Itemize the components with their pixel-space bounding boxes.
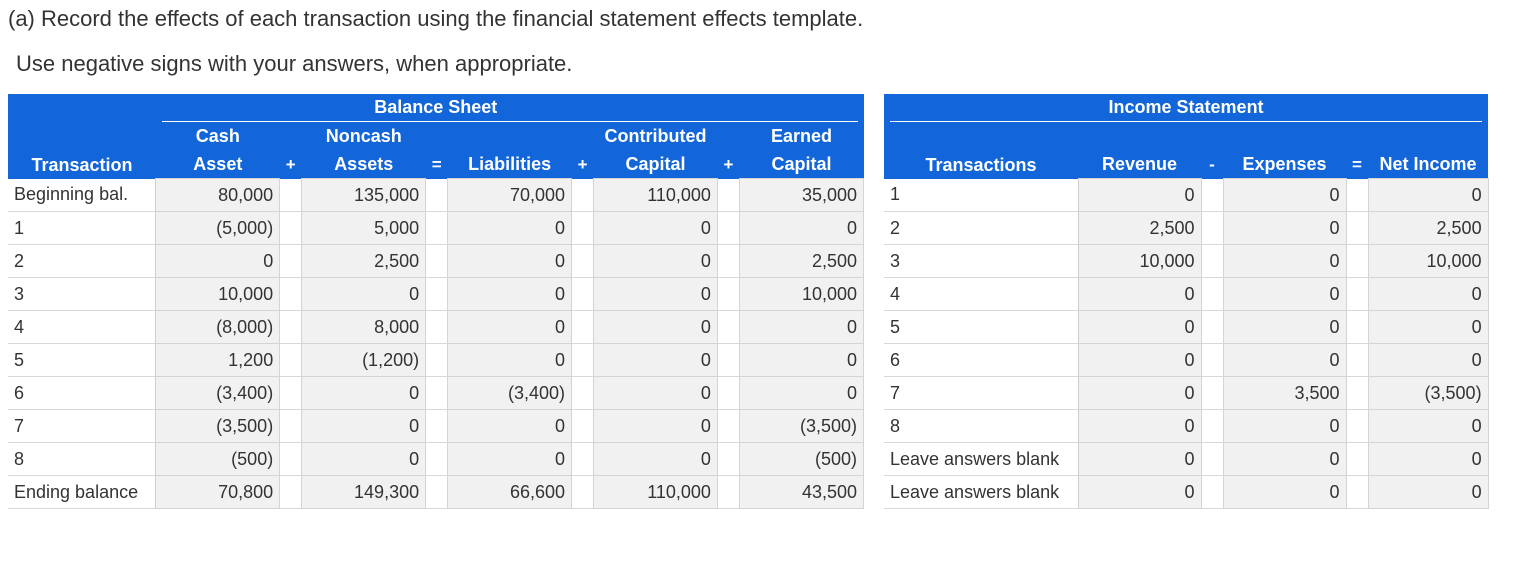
spacer [717,443,739,476]
table-row [884,377,1488,410]
col-header-cash-asset: Cash Asset [193,126,243,174]
cash-asset-field[interactable]: (8,000) [156,311,280,344]
row-label: 3 [884,245,1078,278]
col-header-net-income: Net Income [1379,154,1477,174]
spacer [280,278,302,311]
table-row [8,410,864,443]
revenue-field[interactable]: 0 [1078,443,1201,476]
row-label: Ending balance [8,476,156,509]
row-label: 6 [8,377,156,410]
earned-capital-field[interactable]: 0 [740,344,864,377]
table-row [884,476,1488,509]
contributed-capital-field[interactable]: 0 [594,212,718,245]
revenue-field[interactable]: 0 [1078,278,1201,311]
expenses-field[interactable]: 0 [1223,245,1346,278]
expenses-field[interactable]: 0 [1223,476,1346,509]
plus-operator: + [285,154,296,174]
table-row [884,179,1488,212]
earned-capital-field[interactable]: 10,000 [740,278,864,311]
revenue-field[interactable]: 0 [1078,476,1201,509]
spacer [572,344,594,377]
table-row [884,212,1488,245]
spacer [1201,344,1223,377]
row-label: 1 [884,179,1078,212]
noncash-assets-field[interactable]: 0 [302,278,426,311]
net-income-field[interactable]: 2,500 [1368,212,1488,245]
equals-operator: = [1352,154,1362,174]
spacer [426,311,448,344]
expenses-field[interactable]: 0 [1223,212,1346,245]
income-statement-header-row [884,122,1488,179]
liabilities-field[interactable]: 0 [448,212,572,245]
spacer [280,443,302,476]
net-income-field[interactable]: 0 [1368,311,1488,344]
cash-asset-field[interactable]: 0 [156,245,280,278]
row-label: 6 [884,344,1078,377]
col-header-transactions: Transactions [925,154,1037,175]
spacer [1201,443,1223,476]
liabilities-field[interactable]: 0 [448,245,572,278]
table-row [8,311,864,344]
contributed-capital-field[interactable]: 110,000 [594,476,718,509]
noncash-assets-field[interactable]: (1,200) [302,344,426,377]
noncash-assets-field[interactable]: 0 [302,443,426,476]
net-income-field[interactable]: 0 [1368,476,1488,509]
row-label: 2 [8,245,156,278]
col-header-transaction: Transaction [31,154,133,175]
spacer [572,377,594,410]
cash-asset-field[interactable]: (3,500) [156,410,280,443]
spacer [1346,245,1368,278]
liabilities-field[interactable]: 0 [448,410,572,443]
table-row [884,278,1488,311]
cash-asset-field[interactable]: (3,400) [156,377,280,410]
expenses-field[interactable]: 3,500 [1223,377,1346,410]
net-income-field[interactable]: 0 [1368,278,1488,311]
spacer [1346,443,1368,476]
net-income-field[interactable]: 0 [1368,344,1488,377]
spacer [717,179,739,212]
spacer [717,278,739,311]
earned-capital-field[interactable]: (3,500) [740,410,864,443]
net-income-field[interactable]: 0 [1368,410,1488,443]
row-label: 7 [884,377,1078,410]
table-row [884,245,1488,278]
spacer [1346,278,1368,311]
spacer [280,311,302,344]
liabilities-field[interactable]: 0 [448,278,572,311]
liabilities-field[interactable]: (3,400) [448,377,572,410]
plus-operator: + [577,154,588,174]
cash-asset-field[interactable]: (5,000) [156,212,280,245]
spacer [426,377,448,410]
spacer [426,344,448,377]
spacer [1346,179,1368,212]
liabilities-field[interactable]: 0 [448,344,572,377]
noncash-assets-field[interactable]: 2,500 [302,245,426,278]
contributed-capital-field[interactable]: 0 [594,410,718,443]
earned-capital-field[interactable]: 0 [740,311,864,344]
spacer [572,278,594,311]
noncash-assets-field[interactable]: 8,000 [302,311,426,344]
spacer [717,344,739,377]
expenses-field[interactable]: 0 [1223,443,1346,476]
revenue-field[interactable]: 2,500 [1078,212,1201,245]
spacer [1201,278,1223,311]
table-row [8,377,864,410]
col-header-expenses: Expenses [1242,154,1327,174]
instruction-note: Use negative signs with your answers, when appropriate. [16,51,573,76]
row-label: Leave answers blank [884,476,1078,509]
table-row [8,212,864,245]
expenses-field[interactable]: 0 [1223,278,1346,311]
row-label: 3 [8,278,156,311]
earned-capital-field[interactable]: 0 [740,212,864,245]
spacer [426,278,448,311]
earned-capital-field[interactable]: 43,500 [740,476,864,509]
spacer [717,410,739,443]
row-label: 7 [8,410,156,443]
net-income-field[interactable]: 0 [1368,179,1488,212]
contributed-capital-field[interactable]: 110,000 [594,179,718,212]
row-label: 5 [8,344,156,377]
income-statement-table [884,94,1489,509]
spacer [1346,344,1368,377]
minus-operator: - [1209,154,1215,174]
noncash-assets-field[interactable]: 149,300 [302,476,426,509]
earned-capital-field[interactable]: 35,000 [740,179,864,212]
row-label: 1 [8,212,156,245]
net-income-field[interactable]: 10,000 [1368,245,1488,278]
cash-asset-field[interactable]: 70,800 [156,476,280,509]
spacer [280,410,302,443]
spacer [1201,410,1223,443]
liabilities-field[interactable]: 66,600 [448,476,572,509]
spacer [426,410,448,443]
expenses-field[interactable]: 0 [1223,311,1346,344]
table-row [884,443,1488,476]
spacer [1201,377,1223,410]
plus-operator: + [723,154,734,174]
spacer [1346,410,1368,443]
col-header-earned-capital: Earned Capital [771,126,833,174]
spacer [1201,212,1223,245]
spacer [572,443,594,476]
spacer [1201,311,1223,344]
noncash-assets-field[interactable]: 5,000 [302,212,426,245]
cash-asset-field[interactable]: 1,200 [156,344,280,377]
spacer [717,377,739,410]
table-row [8,245,864,278]
noncash-assets-field[interactable]: 135,000 [302,179,426,212]
liabilities-field[interactable]: 0 [448,443,572,476]
row-label: 8 [884,410,1078,443]
spacer [280,476,302,509]
spacer [1346,311,1368,344]
revenue-field[interactable]: 0 [1078,311,1201,344]
contributed-capital-field[interactable]: 0 [594,311,718,344]
revenue-field[interactable]: 0 [1078,410,1201,443]
row-label: 8 [8,443,156,476]
income-statement-title: Income Statement [1108,96,1264,117]
expenses-field[interactable]: 0 [1223,410,1346,443]
net-income-field[interactable]: (3,500) [1368,377,1488,410]
equals-operator: = [431,154,442,174]
table-row [884,311,1488,344]
row-label: 5 [884,311,1078,344]
contributed-capital-field[interactable]: 0 [594,443,718,476]
table-row [8,179,864,212]
spacer [280,179,302,212]
cash-asset-field[interactable]: 10,000 [156,278,280,311]
spacer [280,344,302,377]
spacer [572,245,594,278]
spacer [1346,476,1368,509]
expenses-field[interactable]: 0 [1223,179,1346,212]
spacer [572,410,594,443]
cash-asset-field[interactable]: 80,000 [156,179,280,212]
spacer [426,443,448,476]
question-prompt: (a) Record the effects of each transaction using the financial statement effects template. [8,6,864,31]
net-income-field[interactable]: 0 [1368,443,1488,476]
row-label: 2 [884,212,1078,245]
earned-capital-field[interactable]: 0 [740,377,864,410]
spacer [717,212,739,245]
contributed-capital-field[interactable]: 0 [594,245,718,278]
spacer [717,311,739,344]
spacer [1201,179,1223,212]
row-label: Leave answers blank [884,443,1078,476]
col-header-liabilities: Liabilities [468,154,552,174]
noncash-assets-field[interactable]: 0 [302,377,426,410]
col-header-revenue: Revenue [1101,154,1178,174]
cash-asset-field[interactable]: (500) [156,443,280,476]
earned-capital-field[interactable]: (500) [740,443,864,476]
spacer [1201,476,1223,509]
table-row [884,410,1488,443]
col-header-contributed-capital: Contributed Capital [604,126,707,174]
balance-sheet-title: Balance Sheet [374,96,498,117]
spacer [572,311,594,344]
spacer [426,245,448,278]
table-row [8,344,864,377]
spacer [717,476,739,509]
revenue-field[interactable]: 0 [1078,179,1201,212]
spacer [280,212,302,245]
spacer [572,179,594,212]
spacer [572,212,594,245]
spacer [426,476,448,509]
spacer [1201,245,1223,278]
noncash-assets-field[interactable]: 0 [302,410,426,443]
balance-sheet-table [8,94,864,509]
row-label: Beginning bal. [8,179,156,212]
spacer [280,245,302,278]
spacer [1346,212,1368,245]
row-label: 4 [884,278,1078,311]
contributed-capital-field[interactable]: 0 [594,377,718,410]
contributed-capital-field[interactable]: 0 [594,344,718,377]
revenue-field[interactable]: 10,000 [1078,245,1201,278]
liabilities-field[interactable]: 0 [448,311,572,344]
row-label: 4 [8,311,156,344]
earned-capital-field[interactable]: 2,500 [740,245,864,278]
col-header-noncash-assets: Noncash Assets [325,126,402,174]
balance-sheet-header-row [8,122,864,179]
spacer [426,179,448,212]
contributed-capital-field[interactable]: 0 [594,278,718,311]
spacer [572,476,594,509]
spacer [1346,377,1368,410]
table-row [8,443,864,476]
table-row [884,344,1488,377]
spacer [426,212,448,245]
revenue-field[interactable]: 0 [1078,344,1201,377]
table-row [8,476,864,509]
liabilities-field[interactable]: 70,000 [448,179,572,212]
revenue-field[interactable]: 0 [1078,377,1201,410]
table-row [8,278,864,311]
spacer [280,377,302,410]
expenses-field[interactable]: 0 [1223,344,1346,377]
spacer [717,245,739,278]
